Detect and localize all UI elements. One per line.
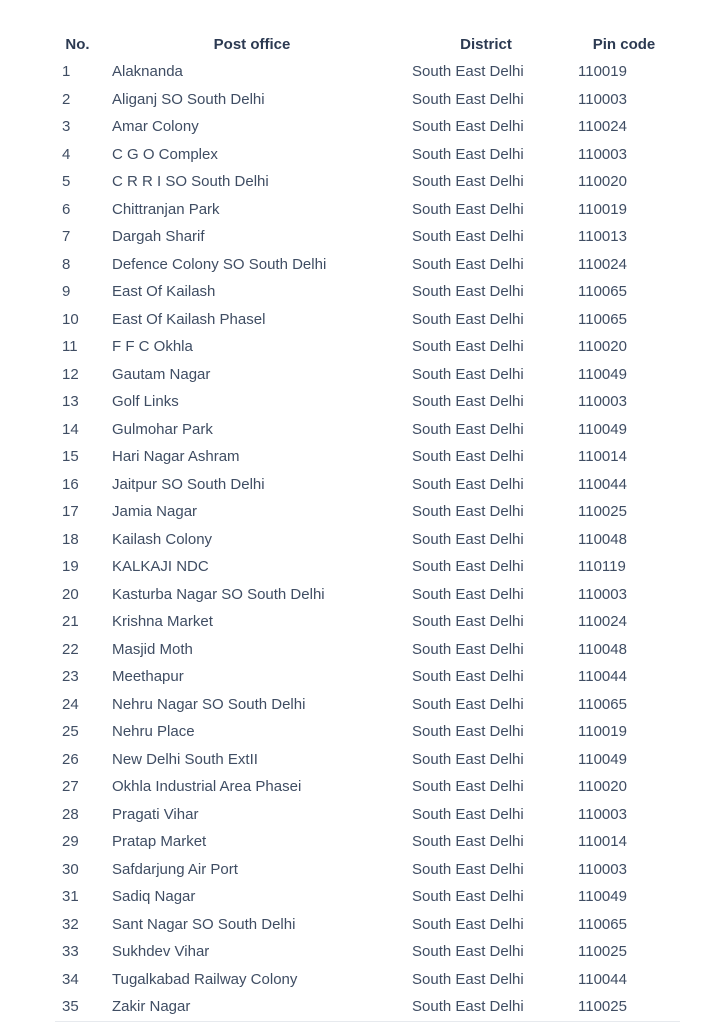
table-row [55,608,680,636]
row-number-cell: 5 [62,173,71,191]
row-number-cell: 2 [62,90,71,108]
row-number-cell: 1 [62,63,71,81]
table-body [55,58,680,1021]
post-office-name-cell: Sukhdev Vihar [112,943,210,961]
post-office-name-cell: Alaknanda [112,63,183,81]
district-cell: South East Delhi [412,255,524,273]
post-office-name-cell: Sadiq Nagar [112,888,196,906]
row-number-cell: 29 [62,833,79,851]
row-number-cell: 15 [62,448,79,466]
table-header [55,30,680,58]
district-cell: South East Delhi [412,668,524,686]
pin-code-cell: 110020 [578,338,627,356]
row-number-cell: 32 [62,915,79,933]
post-office-name-cell: Kasturba Nagar SO South Delhi [112,585,325,603]
row-number-cell: 24 [62,695,79,713]
table-row [55,443,680,471]
district-cell: South East Delhi [412,228,524,246]
table-row [55,828,680,856]
column-header-no: No. [65,35,90,53]
row-number-cell: 28 [62,805,79,823]
post-office-name-cell: Masjid Moth [112,640,193,658]
pin-code-cell: 110025 [578,943,627,961]
district-cell: South East Delhi [412,63,524,81]
table-row [55,471,680,499]
pin-code-cell: 110025 [578,998,627,1016]
pin-code-cell: 110065 [578,310,627,328]
table-row [55,773,680,801]
pin-code-cell: 110025 [578,503,627,521]
post-office-name-cell: Jaitpur SO South Delhi [112,475,265,493]
row-number-cell: 12 [62,365,79,383]
district-cell: South East Delhi [412,420,524,438]
table-row [55,388,680,416]
column-header-district: District [460,35,512,53]
post-office-name-cell: Defence Colony SO South Delhi [112,255,327,273]
post-office-table [55,30,680,1022]
row-number-cell: 26 [62,750,79,768]
post-office-name-cell: F F C Okhla [112,338,193,356]
post-office-name-cell: KALKAJI NDC [112,558,209,576]
table-row [55,746,680,774]
row-number-cell: 35 [62,998,79,1016]
row-number-cell: 27 [62,778,79,796]
pin-code-cell: 110048 [578,530,627,548]
district-cell: South East Delhi [412,118,524,136]
pin-code-cell: 110119 [578,558,626,576]
table-row [55,691,680,719]
post-office-name-cell: Chittranjan Park [112,200,220,218]
row-number-cell: 7 [62,228,71,246]
pin-code-cell: 110049 [578,365,627,383]
district-cell: South East Delhi [412,310,524,328]
district-cell: South East Delhi [412,723,524,741]
table-row [55,581,680,609]
table-row [55,251,680,279]
post-office-name-cell: Gulmohar Park [112,420,213,438]
district-cell: South East Delhi [412,393,524,411]
pin-code-cell: 110024 [578,613,627,631]
row-number-cell: 23 [62,668,79,686]
pin-code-cell: 110003 [578,393,627,411]
pin-code-cell: 110048 [578,640,627,658]
table-row [55,636,680,664]
post-office-name-cell: Safdarjung Air Port [112,860,238,878]
row-number-cell: 20 [62,585,79,603]
column-header-pin-code: Pin code [592,35,656,53]
district-cell: South East Delhi [412,833,524,851]
row-number-cell: 18 [62,530,79,548]
district-cell: South East Delhi [412,90,524,108]
district-cell: South East Delhi [412,970,524,988]
post-office-name-cell: Zakir Nagar [112,998,191,1016]
pin-code-cell: 110065 [578,915,627,933]
pin-code-cell: 110049 [578,420,627,438]
row-number-cell: 6 [62,200,71,218]
pin-code-cell: 110024 [578,255,627,273]
table-row [55,856,680,884]
district-cell: South East Delhi [412,943,524,961]
post-office-name-cell: East Of Kailash [112,283,216,301]
table-row [55,718,680,746]
row-number-cell: 16 [62,475,79,493]
table-row [55,911,680,939]
post-office-name-cell: Nehru Nagar SO South Delhi [112,695,306,713]
post-office-name-cell: Nehru Place [112,723,195,741]
pin-code-cell: 110065 [578,695,627,713]
district-cell: South East Delhi [412,585,524,603]
post-office-name-cell: Aliganj SO South Delhi [112,90,265,108]
post-office-name-cell: Golf Links [112,393,179,411]
post-office-name-cell: Dargah Sharif [112,228,205,246]
post-office-name-cell: C R R I SO South Delhi [112,173,269,191]
table-row [55,966,680,994]
row-number-cell: 17 [62,503,79,521]
pin-code-cell: 110049 [578,750,627,768]
table-row [55,498,680,526]
table-row [55,883,680,911]
district-cell: South East Delhi [412,338,524,356]
pin-code-cell: 110019 [578,723,627,741]
post-office-name-cell: Tugalkabad Railway Colony [112,970,298,988]
row-number-cell: 22 [62,640,79,658]
post-office-name-cell: Amar Colony [112,118,199,136]
district-cell: South East Delhi [412,173,524,191]
post-office-name-cell: Okhla Industrial Area Phasei [112,778,302,796]
pin-code-cell: 110014 [578,833,627,851]
pin-code-cell: 110019 [578,200,627,218]
district-cell: South East Delhi [412,778,524,796]
post-office-name-cell: New Delhi South ExtII [112,750,258,768]
post-office-name-cell: C G O Complex [112,145,218,163]
table-row [55,113,680,141]
pin-code-cell: 110003 [578,90,627,108]
district-cell: South East Delhi [412,365,524,383]
table-row [55,223,680,251]
district-cell: South East Delhi [412,805,524,823]
pin-code-cell: 110024 [578,118,627,136]
post-office-name-cell: East Of Kailash Phasel [112,310,266,328]
post-office-name-cell: Sant Nagar SO South Delhi [112,915,296,933]
post-office-name-cell: Meethapur [112,668,184,686]
district-cell: South East Delhi [412,613,524,631]
row-number-cell: 33 [62,943,79,961]
post-office-name-cell: Jamia Nagar [112,503,198,521]
pin-code-cell: 110014 [578,448,627,466]
district-cell: South East Delhi [412,448,524,466]
table-row [55,526,680,554]
district-cell: South East Delhi [412,145,524,163]
post-office-name-cell: Pratap Market [112,833,207,851]
table-header-row [55,30,680,58]
table-row [55,993,680,1021]
table-row [55,361,680,389]
district-cell: South East Delhi [412,283,524,301]
pin-code-cell: 110044 [578,970,627,988]
table-row [55,801,680,829]
row-number-cell: 13 [62,393,79,411]
district-cell: South East Delhi [412,695,524,713]
column-header-post-office: Post office [213,35,291,53]
row-number-cell: 9 [62,283,71,301]
table-row [55,196,680,224]
district-cell: South East Delhi [412,888,524,906]
district-cell: South East Delhi [412,998,524,1016]
table-row [55,938,680,966]
district-cell: South East Delhi [412,200,524,218]
row-number-cell: 3 [62,118,71,136]
pin-code-cell: 110019 [578,63,627,81]
post-office-name-cell: Gautam Nagar [112,365,211,383]
row-number-cell: 21 [62,613,79,631]
pin-code-cell: 110044 [578,668,627,686]
district-cell: South East Delhi [412,475,524,493]
table-row [55,416,680,444]
district-cell: South East Delhi [412,640,524,658]
table-row [55,86,680,114]
district-cell: South East Delhi [412,860,524,878]
pin-code-cell: 110065 [578,283,627,301]
post-office-name-cell: Kailash Colony [112,530,213,548]
pin-code-cell: 110013 [578,228,627,246]
pin-code-cell: 110003 [578,585,627,603]
pin-code-cell: 110003 [578,145,627,163]
row-number-cell: 19 [62,558,79,576]
table-row [55,553,680,581]
row-number-cell: 31 [62,888,79,906]
row-number-cell: 14 [62,420,79,438]
post-office-name-cell: Pragati Vihar [112,805,199,823]
row-number-cell: 25 [62,723,79,741]
pin-code-cell: 110003 [578,805,627,823]
post-office-name-cell: Krishna Market [112,613,213,631]
table-row [55,306,680,334]
row-number-cell: 11 [62,338,78,356]
table-row [55,141,680,169]
pin-code-cell: 110020 [578,778,627,796]
district-cell: South East Delhi [412,750,524,768]
table-row [55,278,680,306]
pin-code-cell: 110020 [578,173,627,191]
table-row [55,58,680,86]
pin-code-cell: 110003 [578,860,627,878]
row-number-cell: 10 [62,310,79,328]
table-row [55,333,680,361]
row-number-cell: 30 [62,860,79,878]
district-cell: South East Delhi [412,915,524,933]
pin-code-cell: 110049 [578,888,627,906]
post-office-name-cell: Hari Nagar Ashram [112,448,240,466]
table-row [55,663,680,691]
row-number-cell: 34 [62,970,79,988]
row-number-cell: 8 [62,255,71,273]
pin-code-cell: 110044 [578,475,627,493]
district-cell: South East Delhi [412,503,524,521]
table-row [55,168,680,196]
district-cell: South East Delhi [412,558,524,576]
row-number-cell: 4 [62,145,71,163]
district-cell: South East Delhi [412,530,524,548]
